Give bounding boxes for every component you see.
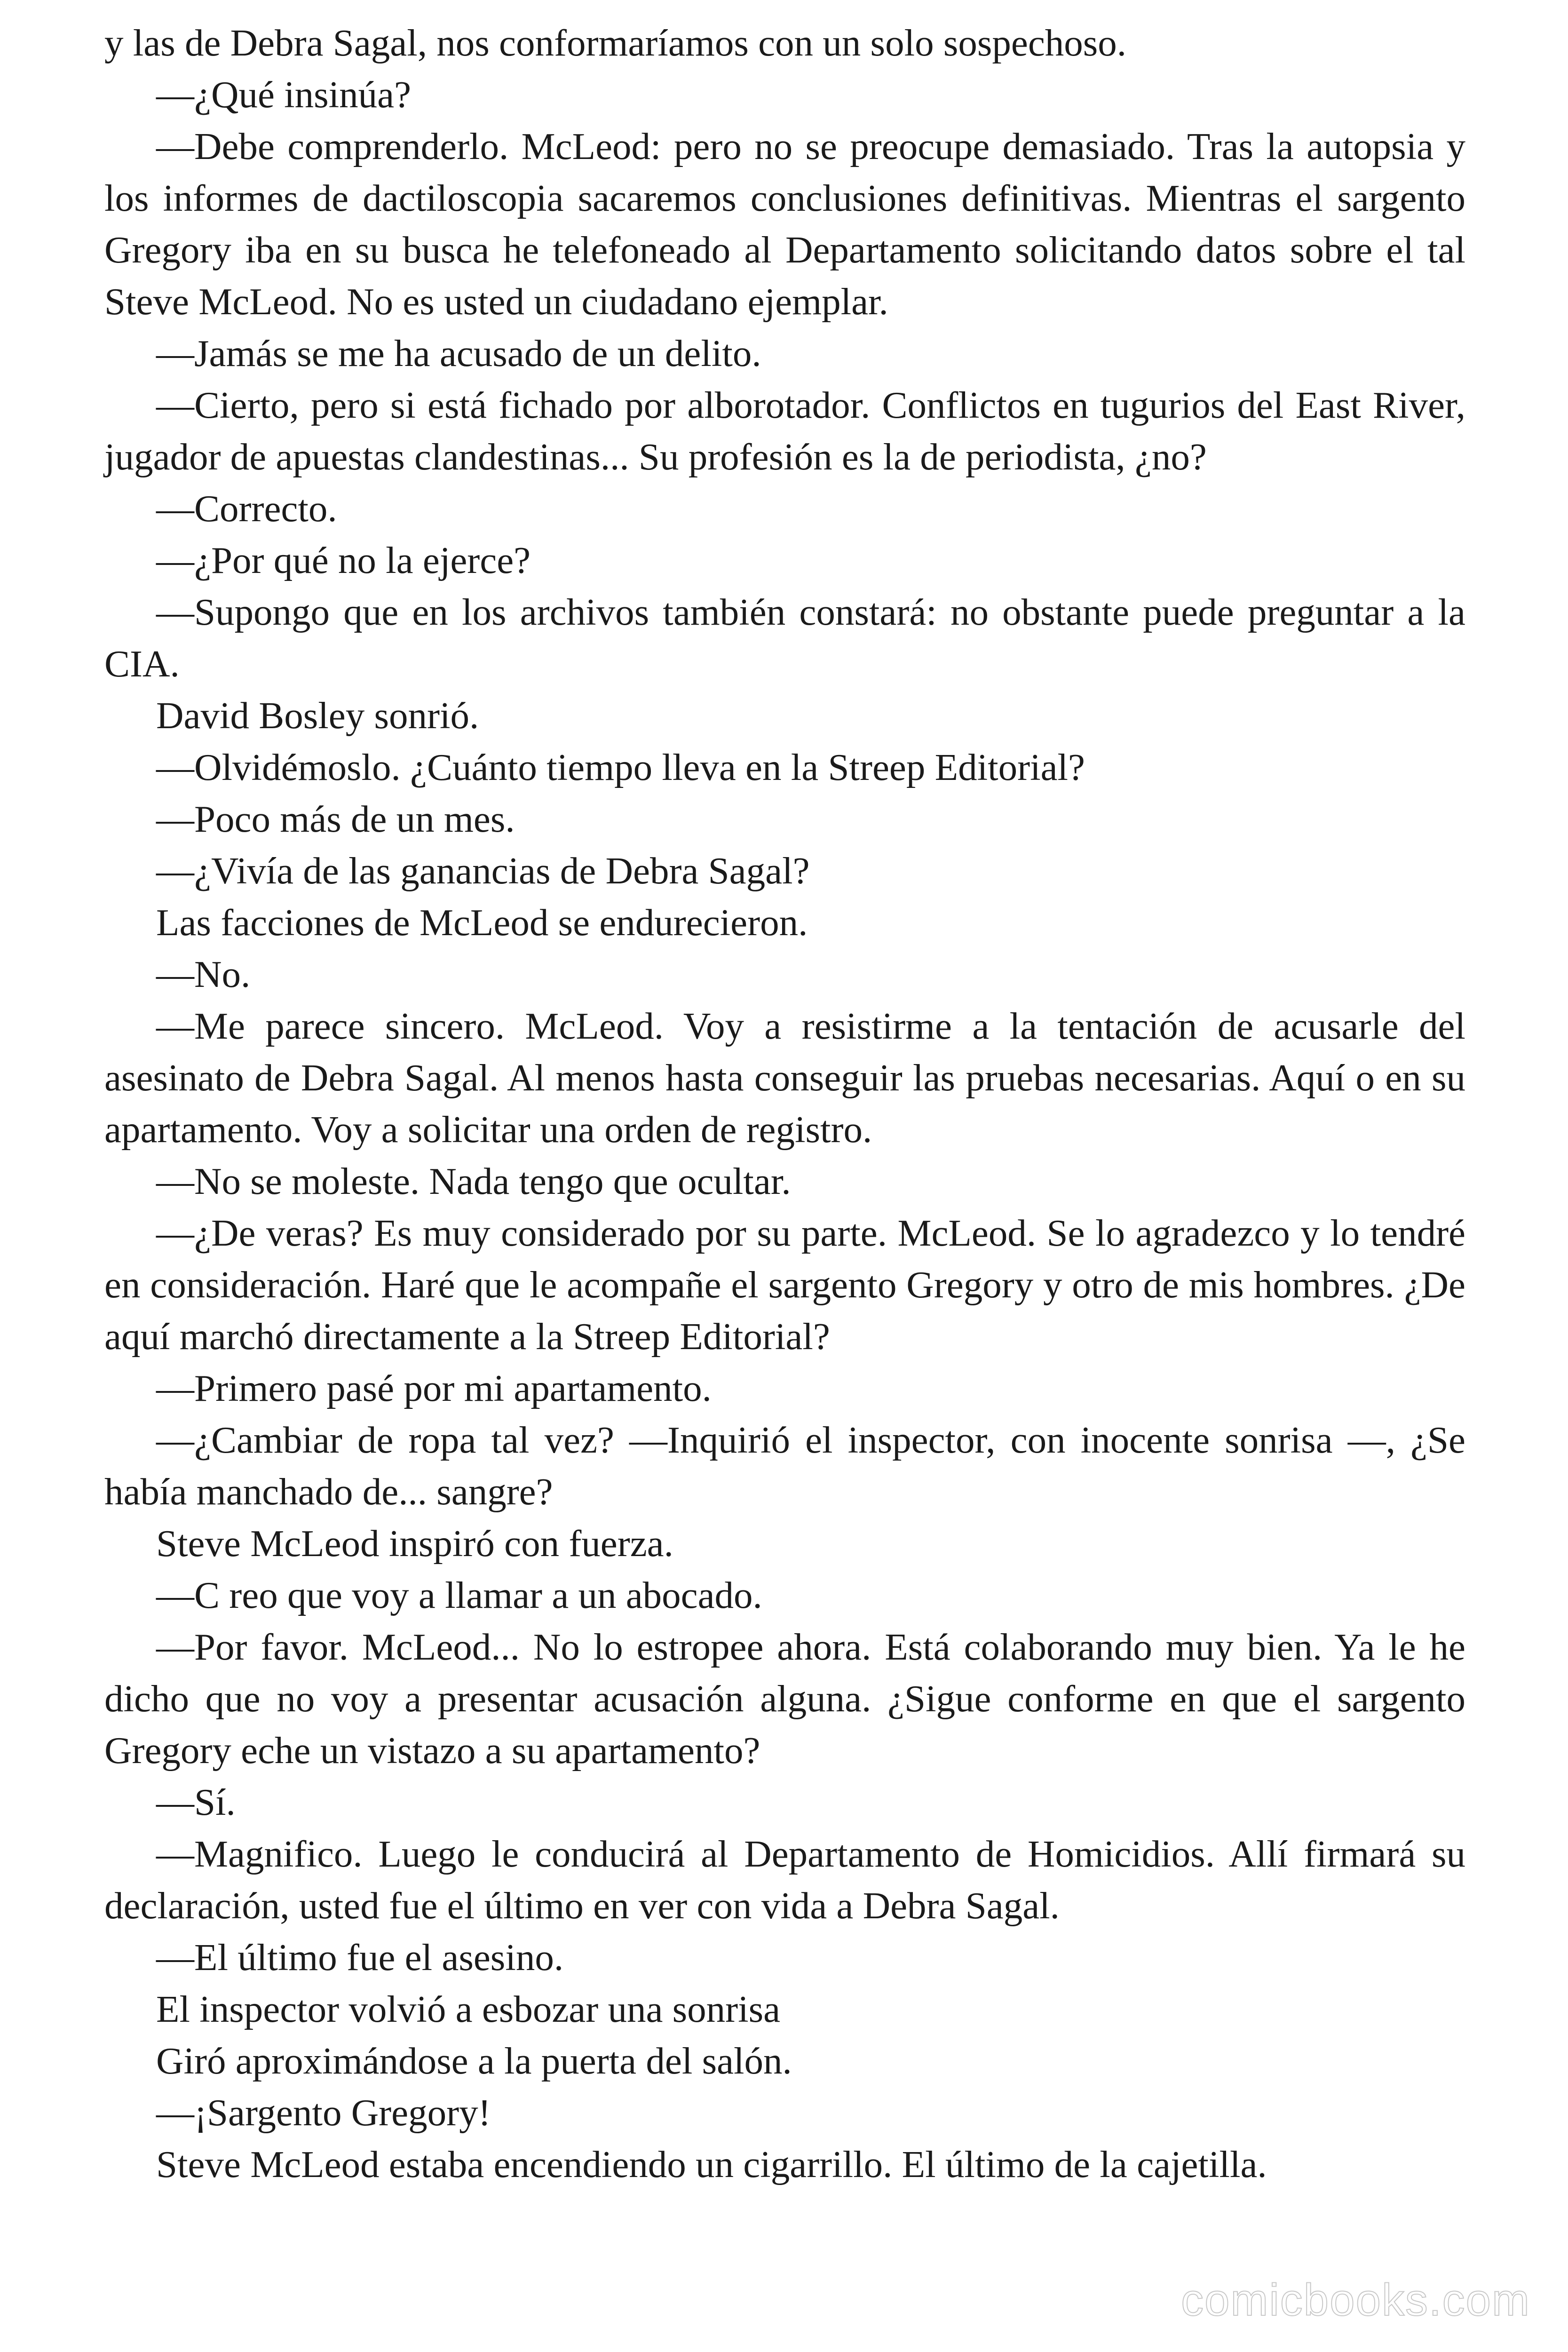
paragraph: Steve McLeod estaba encendiendo un cigarrillo. El último de la cajetilla.: [156, 2143, 1267, 2185]
paragraph: —C reo que voy a llamar a un abocado.: [156, 1574, 762, 1616]
paragraph: —Poco más de un mes.: [156, 798, 515, 840]
paragraph: El inspector volvió a esbozar una sonrisa: [156, 1988, 781, 2030]
paragraph: —Magnifico. Luego le conducirá al Departamento de Homicidios. Allí firmará su declaración, usted fue el último en ver con vida a Debra Sagal.: [104, 1833, 1465, 1927]
watermark-logo: comicbooks.com: [1181, 2275, 1530, 2325]
paragraph: —Olvidémoslo. ¿Cuánto tiempo lleva en la Streep Editorial?: [156, 746, 1085, 788]
paragraph: Steve McLeod inspiró con fuerza.: [156, 1522, 673, 1565]
paragraph: —Correcto.: [156, 487, 337, 530]
paragraph: —¿Cambiar de ropa tal vez? —Inquirió el inspector, con inocente sonrisa —, ¿Se había manchado de... sangre?: [104, 1419, 1465, 1513]
paragraph: —No se moleste. Nada tengo que ocultar.: [156, 1160, 791, 1202]
paragraph: —Jamás se me ha acusado de un delito.: [156, 332, 761, 374]
paragraph: —¿Vivía de las ganancias de Debra Sagal?: [156, 850, 810, 892]
paragraph: —¡Sargento Gregory!: [156, 2091, 491, 2134]
paragraph: —Debe comprenderlo. McLeod: pero no se preocupe demasiado. Tras la autopsia y los informes de dactiloscopia sacaremos conclusiones definitivas. Mientras el sargento Gregory iba en su busca he telefoneado al Departamento solicitando datos sobre el tal Steve McLeod. No es usted un ciudadano ejemplar.: [104, 125, 1465, 323]
paragraph: —Me parece sincero. McLeod. Voy a resistirme a la tentación de acusarle del asesinato de Debra Sagal. Al menos hasta conseguir las pruebas necesarias. Aquí o en su apartamento. Voy a solicitar una orden de registro.: [104, 1005, 1465, 1151]
paragraph: y las de Debra Sagal, nos conformaríamos con un solo sospechoso.: [104, 22, 1127, 64]
paragraph: —¿Qué insinúa?: [156, 73, 412, 116]
paragraph: Las facciones de McLeod se endurecieron.: [156, 901, 808, 944]
paragraph: —El último fue el asesino.: [156, 1936, 564, 1979]
paragraph: —Supongo que en los archivos también constará: no obstante puede preguntar a la CIA.: [104, 591, 1465, 685]
paragraph: —Cierto, pero si está fichado por alborotador. Conflictos en tugurios del East River, jugador de apuestas clandestinas... Su profesión es la de periodista, ¿no?: [104, 384, 1465, 478]
paragraph: —Primero pasé por mi apartamento.: [156, 1367, 712, 1409]
paragraph: —¿Por qué no la ejerce?: [156, 539, 531, 581]
body-text: [104, 17, 1465, 2190]
paragraph: —Sí.: [156, 1781, 236, 1823]
paragraph: —¿De veras? Es muy considerado por su parte. McLeod. Se lo agradezco y lo tendré en consideración. Haré que le acompañe el sargento Gregory y otro de mis hombres. ¿De aquí marchó directamente a la Streep Editorial?: [104, 1212, 1465, 1358]
paragraph: —No.: [156, 953, 251, 995]
paragraph: David Bosley sonrió.: [156, 694, 479, 737]
paragraph: Giró aproximándose a la puerta del salón.: [156, 2040, 792, 2082]
paragraph: —Por favor. McLeod... No lo estropee ahora. Está colaborando muy bien. Ya le he dicho que no voy a presentar acusación alguna. ¿Sigue conforme en que el sargento Gregory eche un vistazo a su apartamento?: [104, 1626, 1465, 1772]
